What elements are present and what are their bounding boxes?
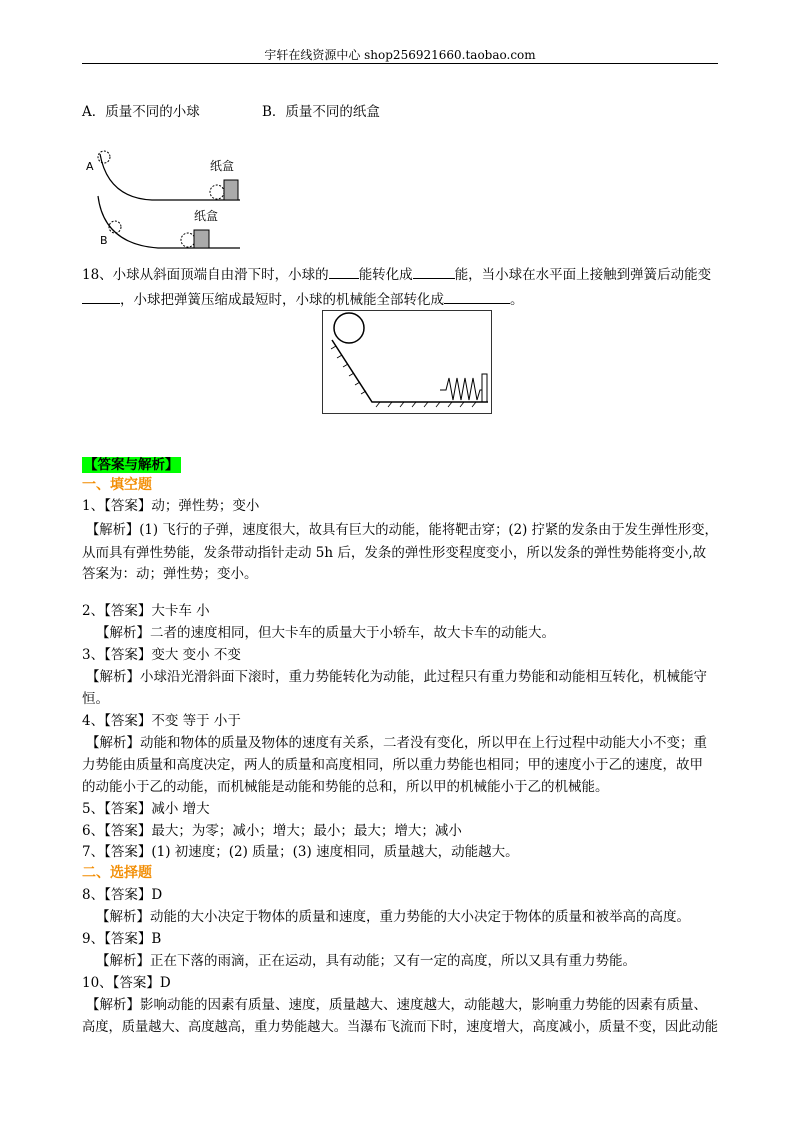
answer-10: 10、【答案】D <box>82 975 171 991</box>
question-18-line1: 18、小球从斜面顶端自由滑下时，小球的 能转化成 能，当小球在水平面上接触到弹簧后动能变 <box>82 267 712 283</box>
ramp-figure <box>82 140 252 256</box>
answer-3: 3、【答案】变大 变小 不变 <box>82 647 241 663</box>
ramp-a <box>86 151 240 200</box>
answer-4: 4、【答案】不变 等于 小于 <box>82 713 241 729</box>
box-label-b: 纸盒 <box>194 209 219 223</box>
analysis-1-line3: 答案为：动；弹性势；变小。 <box>82 566 258 582</box>
page-header: 宇轩在线资源中心 shop256921660.taobao.com <box>82 46 718 64</box>
answer-2: 2、【答案】大卡车 小 <box>82 603 210 619</box>
analysis-4-line3: 的动能小于乙的动能，而机械能是动能和势能的总和，所以甲的机械能小于乙的机械能。 <box>82 779 609 795</box>
answer-9: 9、【答案】B <box>82 931 162 947</box>
analysis-1-line2: 从而具有弹性势能，发条带动指针走动 5h 后，发条的弹性形变程度变小，所以发条的弹性势能将变小,故 <box>82 545 707 561</box>
option-a: A．质量不同的小球 <box>82 104 200 120</box>
spring-figure <box>322 310 492 414</box>
answer-1: 1、【答案】动；弹性势；变小 <box>82 498 260 514</box>
option-b: B．质量不同的纸盒 <box>262 104 380 120</box>
label-a: A <box>86 160 94 173</box>
analysis-4-line1: 【解析】动能和物体的质量及物体的速度有关系，二者没有变化，所以甲在上行过程中动能大小不变；重 <box>86 735 707 751</box>
analysis-4-line2: 力势能由质量和高度决定，两人的质量和高度相同，所以重力势能也相同；甲的速度小于乙的速度，故甲 <box>82 757 703 773</box>
analysis-3-line2: 恒。 <box>82 691 109 707</box>
analysis-9: 【解析】正在下落的雨滴，正在运动，具有动能；又有一定的高度，所以又具有重力势能。 <box>96 953 636 969</box>
answer-8: 8、【答案】D <box>82 887 163 903</box>
analysis-10-line2: 高度，质量越大、高度越高，重力势能越大。当瀑布飞流而下时，速度增大，高度减小，质量不变，因此动能 <box>82 1019 719 1035</box>
answer-5: 5、【答案】减小 增大 <box>82 801 210 817</box>
question-18-line2: ，小球把弹簧压缩成最短时，小球的机械能全部转化成 。 <box>82 290 524 310</box>
analysis-1-line1: 【解析】(1) 飞行的子弹，速度很大，故具有巨大的动能，能将靶击穿；(2) 拧紧的发条由于发生弹性形变， <box>86 522 718 538</box>
ramp-b <box>98 196 240 248</box>
section-fill-blank: 一、填空题 <box>82 477 152 493</box>
box-label-a: 纸盒 <box>210 159 235 173</box>
section-multiple-choice: 二、选择题 <box>82 865 152 881</box>
label-b: B <box>100 234 108 247</box>
answer-7: 7、【答案】(1) 初速度；(2) 质量；(3) 速度相同，质量越大，动能越大。 <box>82 844 519 860</box>
analysis-2: 【解析】二者的速度相同，但大卡车的质量大于小轿车，故大卡车的动能大。 <box>96 625 555 641</box>
answer-6: 6、【答案】最大；为零；减小；增大；最小；最大；增大；减小 <box>82 823 462 839</box>
analysis-10-line1: 【解析】影响动能的因素有质量、速度，质量越大、速度越大，动能越大，影响重力势能的因素有质量、 <box>86 997 707 1013</box>
answers-title: 【答案与解析】 <box>84 457 179 473</box>
analysis-8: 【解析】动能的大小决定于物体的质量和速度，重力势能的大小决定于物体的质量和被举高的高度。 <box>96 909 690 925</box>
analysis-3-line1: 【解析】小球沿光滑斜面下滚时，重力势能转化为动能，此过程只有重力势能和动能相互转化，机械能守 <box>86 669 707 685</box>
